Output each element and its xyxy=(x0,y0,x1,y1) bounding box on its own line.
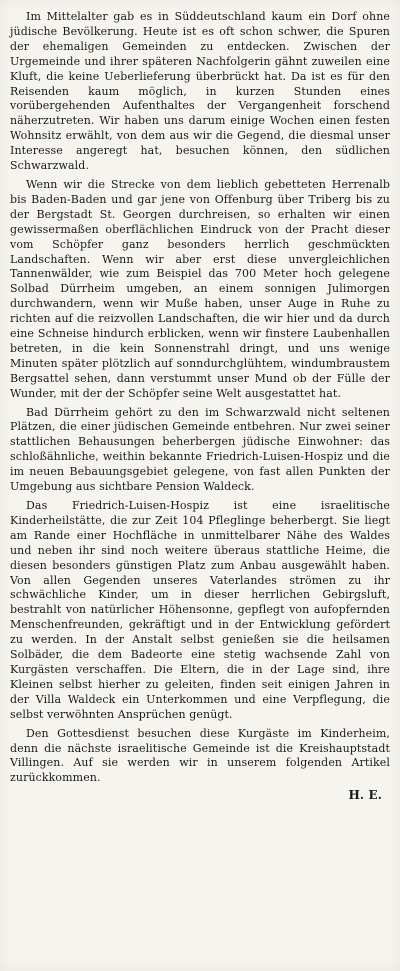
article-body xyxy=(10,10,390,803)
author-signature: H. E. xyxy=(348,788,382,803)
paragraph-gottesdienst: Den Gottesdienst besuchen diese Kurgäste im Kinderheim, denn die nächste israelitische Gemeinde ist die Kreishauptstadt Villingen. Auf sie werden wir in unserem folgenden Artikel zurückkommen. xyxy=(10,726,390,785)
paragraph-bad-duerrheim: Bad Dürrheim gehört zu den im Schwarzwald nicht seltenen Plätzen, die einer jüdischen Gemeinde entbehren. Nur zwei seiner stattlichen Behausungen beherbergen jüdische Einwohner: das schloßähnliche, weithin bekannte Friedrich-Luisen-Hospiz und die im neuen Bebauungsgebiet gelegene, von fast allen Punkten der Umgebung aus sichtbare Pension Waldeck. xyxy=(10,405,390,494)
paragraph-intro: Im Mittelalter gab es in Süddeutschland kaum ein Dorf ohne jüdische Bevölkerung. Heute ist es oft schon schwer, die Spuren der ehemaligen Gemeinden zu entdecken. Zwischen der Urgemeinde und ihrer späteren Nachfolgerin gähnt zuweilen eine Kluft, die keine Ueberlieferung überbrückt hat. Da ist es für den Reisenden kaum möglich, in kurzen Stunden eines vorübergehenden Aufenthaltes der Vergangenheit forschend näherzutreten. Wir haben uns darum einige Wochen einen festen Wohnsitz erwählt, von dem aus wir die Gegend, die diesmal unser Interesse angeregt hat, besuchen können, den südlichen Schwarzwald. xyxy=(10,10,390,173)
paragraph-hospiz: Das Friedrich-Luisen-Hospiz ist eine israelitische Kinderheilstätte, die zur Zeit 104 Pfleglinge beherbergt. Sie liegt am Rande einer Hochfläche in unmittelbarer Nähe des Waldes und neben ihr sind noch weitere überaus stattliche Heime, die diesen besonders günstigen Platz zum Anbau ausgewählt haben. Von allen Gegenden unseres Vaterlandes strömen zu ihr schwächliche Kinder, um in dieser herrlichen Gebirgsluft, bestrahlt von natürlicher Höhensonne, gepflegt von aufopfernden Menschenfreunden, gekräftigt und in der Entwicklung gefördert zu werden. In der Anstalt selbst genießen sie die heilsamen Solbäder, die dem Badeorte eine stetig wachsende Zahl von Kurgästen verschaffen. Die Eltern, die in der Lage sind, ihre Kleinen selbst hierher zu geleiten, finden seit einigen Jahren in der Villa Waldeck ein Unterkommen und eine Verpflegung, die selbst verwöhnten Ansprüchen genügt. xyxy=(10,499,390,721)
paragraph-landscape: Wenn wir die Strecke von dem lieblich gebetteten Herrenalb bis Baden-Baden und gar jene von Offenburg über Triberg bis zu der Bergstadt St. Georgen durchreisen, so erhalten wir einen gewissermaßen oberflächlichen Eindruck von der Pracht dieser vom Schöpfer ganz besonders herrlich geschmückten Landschaften. Wenn wir aber erst diese unvergleichlichen Tannenwälder, wie zum Beispiel das 700 Meter hoch gelegene Solbad Dürrheim umgeben, an einem sonnigen Julimorgen durchwandern, wenn wir Muße haben, unser Auge in Ruhe zu richten auf die reizvollen Landschaften, die wir hier und da durch eine Schneise hindurch erblicken, wenn wir finstere Laubenhallen betreten, in die kein Sonnenstrahl dringt, und uns wenige Minuten später plötzlich auf sonndurchglühtem, windumbraustem Bergsattel sehen, dann verstummt unser Mund ob der Fülle der Wunder, mit der der Schöpfer seine Welt ausgestattet hat. xyxy=(10,177,390,400)
